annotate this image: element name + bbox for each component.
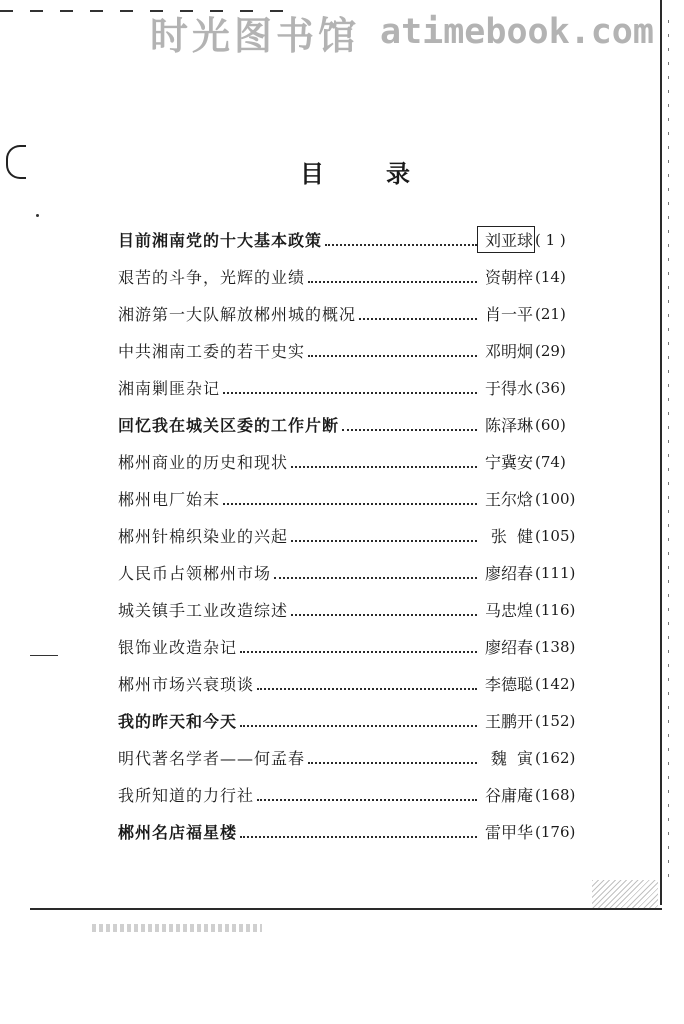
entry-page: (116) <box>535 600 576 619</box>
dot-leader <box>325 244 477 246</box>
dot-leader <box>291 540 477 542</box>
toc-entry <box>118 295 583 332</box>
dot-leader <box>257 688 477 690</box>
entry-page: (162) <box>535 748 576 767</box>
entry-author: 资朝梓 <box>484 268 533 287</box>
entry-title: 艰苦的斗争，光辉的业绩 <box>118 268 306 287</box>
entry-page: (142) <box>535 674 576 693</box>
dot-leader <box>240 651 477 653</box>
scan-noise <box>668 20 669 880</box>
entry-title: 目前湘南党的十大基本政策 <box>118 231 323 250</box>
toc-entry <box>118 628 583 665</box>
page-title: 目录 <box>300 159 472 188</box>
entry-title: 郴州商业的历史和现状 <box>118 453 289 472</box>
entry-page: (21) <box>535 304 566 323</box>
page-bottom-border <box>30 908 662 910</box>
entry-title: 银饰业改造杂记 <box>118 638 238 657</box>
entry-author: 于得水 <box>484 379 533 398</box>
entry-title: 郴州市场兴衰琐谈 <box>118 675 255 694</box>
entry-title: 郴州电厂始末 <box>118 490 221 509</box>
dot-leader <box>291 466 477 468</box>
entry-page: (36) <box>535 378 566 397</box>
entry-author: 邓明炯 <box>484 342 533 361</box>
entry-title: 人民币占领郴州市场 <box>118 564 272 583</box>
entry-author: 肖一平 <box>484 305 533 324</box>
dot-leader <box>240 836 477 838</box>
entry-author: 张 健 <box>490 527 533 546</box>
entry-author: 马忠煌 <box>484 601 533 620</box>
dot-leader <box>274 577 477 579</box>
entry-title: 回忆我在城关区委的工作片断 <box>118 416 340 435</box>
dot-leader <box>291 614 477 616</box>
scan-corner-hatch <box>592 880 658 908</box>
entry-title: 明代著名学者——何孟春 <box>118 749 306 768</box>
entry-author: 宁冀安 <box>484 453 533 472</box>
entry-author: 魏 寅 <box>490 749 533 768</box>
dot-leader <box>257 799 477 801</box>
entry-author: 陈泽琳 <box>484 416 533 435</box>
toc-entry <box>118 665 583 702</box>
scan-smudge <box>92 924 262 932</box>
entry-title: 我所知道的力行社 <box>118 786 255 805</box>
scan-bracket-mark <box>6 145 26 179</box>
scan-dot-mark <box>36 214 39 217</box>
toc-entry <box>118 332 583 369</box>
entry-author: 廖绍春 <box>484 564 533 583</box>
entry-page: (60) <box>535 415 566 434</box>
entry-page: (14) <box>535 267 566 286</box>
entry-page: (74) <box>535 452 566 471</box>
entry-page: (138) <box>535 637 576 656</box>
watermark-name: 时光图书馆 <box>150 13 361 58</box>
dot-leader <box>308 355 477 357</box>
page-right-border <box>660 0 662 905</box>
entry-title: 郴州针棉织染业的兴起 <box>118 527 289 546</box>
entry-author: 雷甲华 <box>484 823 533 842</box>
entry-page: (100) <box>535 489 576 508</box>
toc-entry <box>118 369 583 406</box>
toc-entry <box>118 776 583 813</box>
entry-page: (152) <box>535 711 576 730</box>
dot-leader <box>308 281 477 283</box>
entry-title: 中共湘南工委的若干史实 <box>118 342 306 361</box>
dot-leader <box>223 503 477 505</box>
entry-page: (176) <box>535 822 576 841</box>
dot-leader <box>240 725 477 727</box>
dot-leader <box>223 392 477 394</box>
toc-entry <box>118 739 583 776</box>
entry-page: (168) <box>535 785 576 804</box>
entry-page: (105) <box>535 526 576 545</box>
entry-title: 我的昨天和今天 <box>118 712 238 731</box>
toc-entry <box>118 221 583 258</box>
toc-entry <box>118 554 583 591</box>
entry-title: 城关镇手工业改造综述 <box>118 601 289 620</box>
dot-leader <box>342 429 477 431</box>
entry-title: 湘游第一大队解放郴州城的概况 <box>118 305 357 324</box>
toc-entry <box>118 443 583 480</box>
entry-page: (111) <box>535 563 576 582</box>
entry-title: 郴州名店福星楼 <box>118 823 238 842</box>
entry-page: ( 1 ) <box>535 230 566 249</box>
entry-author: 刘亚球 <box>479 228 533 251</box>
entry-author: 廖绍春 <box>484 638 533 657</box>
entry-title: 湘南剿匪杂记 <box>118 379 221 398</box>
toc-entry <box>118 517 583 554</box>
entry-author: 谷庸庵 <box>484 786 533 805</box>
toc-entry <box>118 591 583 628</box>
dot-leader <box>308 762 477 764</box>
scan-tick-mark <box>30 655 58 656</box>
watermark <box>150 8 680 56</box>
dot-leader <box>359 318 477 320</box>
entry-author: 王尔焓 <box>484 490 533 509</box>
toc-entry <box>118 406 583 443</box>
toc-entry <box>118 702 583 739</box>
entry-author: 李德聪 <box>484 675 533 694</box>
toc-entry <box>118 480 583 517</box>
watermark-site: atimebook.com <box>380 12 654 52</box>
toc-entry <box>118 258 583 295</box>
toc-entry <box>118 813 583 850</box>
entry-page: (29) <box>535 341 566 360</box>
table-of-contents <box>118 221 583 850</box>
entry-author: 王鹏开 <box>484 712 533 731</box>
